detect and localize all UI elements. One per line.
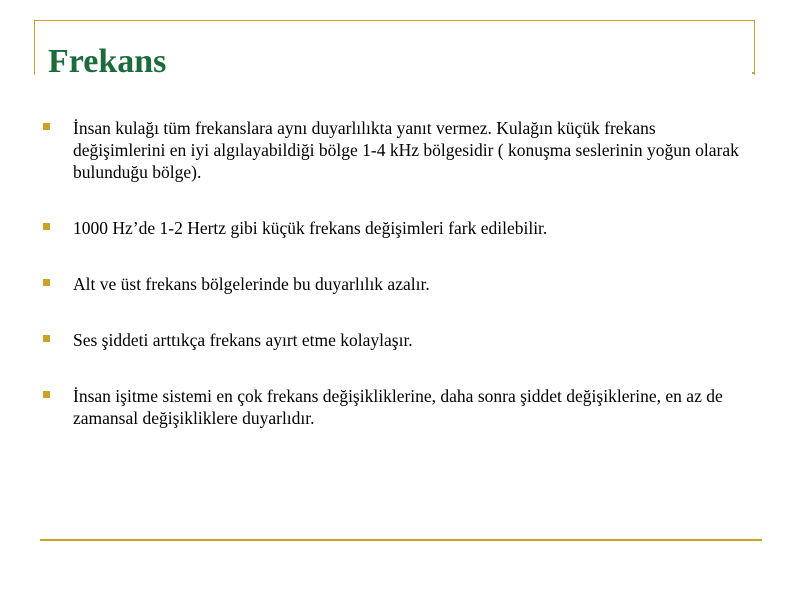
bullet-item-4: [41, 329, 741, 351]
square-bullet-icon: [43, 279, 50, 286]
square-bullet-icon: [43, 223, 50, 230]
bullet-item-2: [41, 217, 741, 239]
bullet-text: İnsan işitme sistemi en çok frekans değişikliklerine, daha sonra şiddet değişiklerine, en az de zamansal değişikliklere duyarlıdır.: [73, 386, 723, 428]
title-frame-right-rule: [754, 20, 755, 75]
title-frame-left-rule: [34, 20, 35, 75]
bullet-text: Alt ve üst frekans bölgelerinde bu duyarlılık azalır.: [73, 274, 430, 294]
bullet-text: Ses şiddeti arttıkça frekans ayırt etme kolaylaşır.: [73, 330, 413, 350]
bullet-text: İnsan kulağı tüm frekanslara aynı duyarlılıkta yanıt vermez. Kulağın küçük frekans değişimlerini en iyi algılayabildiği bölge 1-4 kHz bölgesidir ( konuşma seslerinin yoğun olarak bulunduğu bölge).: [73, 118, 739, 182]
slide-title: Frekans: [48, 43, 167, 80]
square-bullet-icon: [43, 335, 50, 342]
bullet-item-5: [41, 385, 741, 429]
bullet-item-3: [41, 273, 741, 295]
corner-dot: [752, 72, 754, 74]
title-frame-top-rule: [34, 20, 755, 21]
footer-rule: [40, 539, 762, 541]
square-bullet-icon: [43, 123, 50, 130]
bullet-list: [41, 117, 741, 463]
bullet-item-1: [41, 117, 741, 183]
bullet-text: 1000 Hz’de 1-2 Hertz gibi küçük frekans değişimleri fark edilebilir.: [73, 218, 548, 238]
square-bullet-icon: [43, 391, 50, 398]
